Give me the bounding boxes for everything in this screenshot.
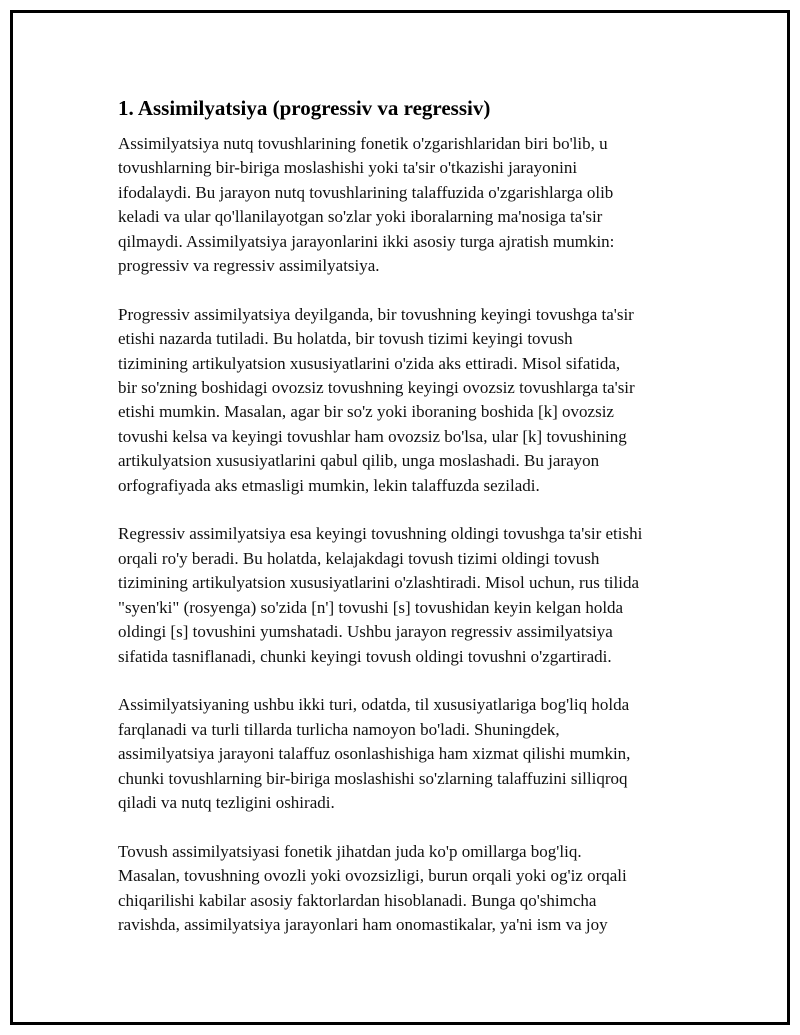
paragraph — [118, 132, 698, 278]
text-line: progressiv va regressiv assimilyatsiya. — [118, 256, 380, 276]
text-line: orfografiyada aks etmasligi mumkin, lekin talaffuzda seziladi. — [118, 475, 540, 495]
text-line: oldingi [s] tovushini yumshatadi. Ushbu jarayon regressiv assimilyatsiya — [118, 622, 613, 642]
text-line: Tovush assimilyatsiyasi fonetik jihatdan juda ko'p omillarga bog'liq. — [118, 841, 582, 861]
text-line: Masalan, tovushning ovozli yoki ovozsizligi, burun orqali yoki og'iz orqali — [118, 866, 627, 886]
text-line: chunki tovushlarning bir-biriga moslashishi so'zlarning talaffuzini silliqroq — [118, 768, 628, 788]
text-line: tizimining artikulyatsion xususiyatlarini o'zlashtiradi. Misol uchun, rus tilida — [118, 573, 640, 593]
paragraph-list — [118, 132, 698, 937]
text-line: tizimining artikulyatsion xususiyatlarini o'zida aks ettiradi. Misol sifatida, — [118, 353, 621, 373]
text-line: Regressiv assimilyatsiya esa keyingi tovushning oldingi tovushga ta'sir etishi — [118, 524, 643, 544]
text-line: etishi mumkin. Masalan, agar bir so'z yoki iboraning boshida [k] ovozsiz — [118, 402, 614, 422]
text-line: ravishda, assimilyatsiya jarayonlari ham onomastikalar, ya'ni ism va joy — [118, 914, 608, 934]
paragraph — [118, 522, 698, 668]
text-line: bir so'zning boshidagi ovozsiz tovushning keyingi ovozsiz tovushlarga ta'sir — [118, 378, 635, 398]
text-line: assimilyatsiya jarayoni talaffuz osonlashishiga ham xizmat qilishi mumkin, — [118, 744, 631, 764]
text-line: qilmaydi. Assimilyatsiya jarayonlarini ikki asosiy turga ajratish mumkin: — [118, 231, 615, 251]
paragraph — [118, 840, 698, 938]
text-line: Progressiv assimilyatsiya deyilganda, bir tovushning keyingi tovushga ta'sir — [118, 304, 634, 324]
text-line: ifodalaydi. Bu jarayon nutq tovushlarining talaffuzida o'zgarishlarga olib — [118, 182, 614, 202]
text-line: qiladi va nutq tezligini oshiradi. — [118, 792, 335, 812]
text-line: Assimilyatsiya nutq tovushlarining fonetik o'zgarishlaridan biri bo'lib, u — [118, 134, 608, 153]
text-line: "syen'ki" (rosyenga) so'zida [n'] tovushi [s] tovushidan keyin kelgan holda — [118, 597, 624, 617]
text-line: sifatida tasniflanadi, chunki keyingi tovush oldingi tovushni o'zgartiradi. — [118, 646, 612, 666]
text-line: tovushlarning bir-biriga moslashishi yoki ta'sir o'tkazishi jarayonini — [118, 158, 578, 178]
paragraph — [118, 303, 698, 498]
text-line: tovushi kelsa va keyingi tovushlar ham ovozsiz bo'lsa, ular [k] tovushining — [118, 426, 627, 446]
text-line: etishi nazarda tutiladi. Bu holatda, bir tovush tizimi keyingi tovush — [118, 329, 573, 349]
text-line: orqali ro'y beradi. Bu holatda, kelajakdagi tovush tizimi oldingi tovush — [118, 548, 600, 568]
section-heading: 1. Assimilyatsiya (progressiv va regressiv) — [118, 96, 491, 120]
text-line: farqlanadi va turli tillarda turlicha namoyon bo'ladi. Shuningdek, — [118, 719, 560, 739]
paragraph — [118, 693, 698, 815]
page-frame — [10, 10, 790, 1025]
document-body — [118, 95, 698, 962]
text-line: artikulyatsion xususiyatlarini qabul qilib, unga moslashadi. Bu jarayon — [118, 451, 600, 471]
text-line: chiqarilishi kabilar asosiy faktorlardan hisoblanadi. Bunga qo'shimcha — [118, 890, 597, 910]
text-line: Assimilyatsiyaning ushbu ikki turi, odatda, til xususiyatlariga bog'liq holda — [118, 695, 630, 715]
text-line: keladi va ular qo'llanilayotgan so'zlar yoki iboralarning ma'nosiga ta'sir — [118, 207, 603, 227]
